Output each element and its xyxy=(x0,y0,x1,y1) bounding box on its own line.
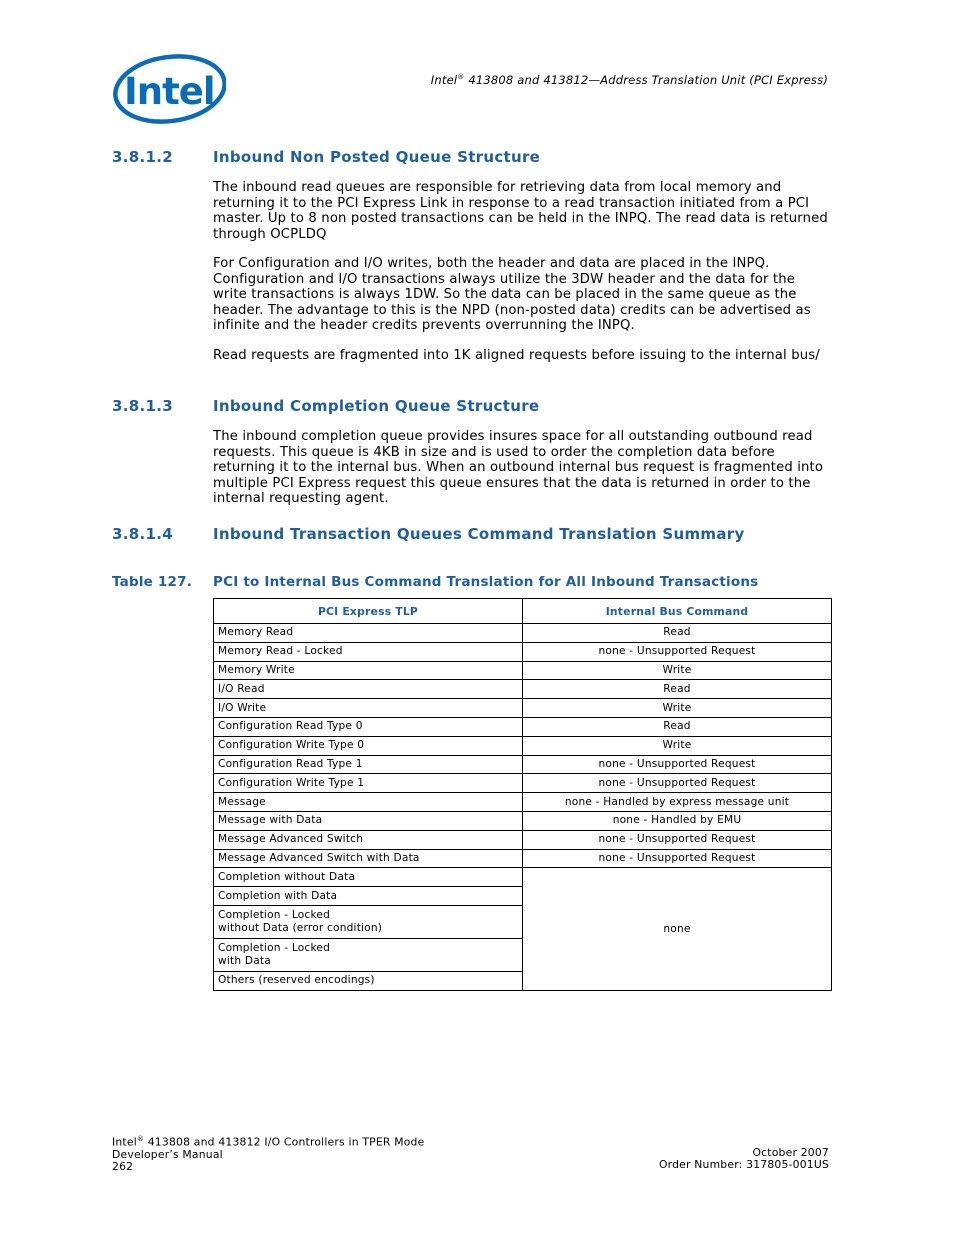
table-cell-merged: none xyxy=(523,868,832,990)
table-cell: Configuration Write Type 1 xyxy=(214,774,523,793)
table-cell: none - Handled by EMU xyxy=(523,811,832,830)
table-header-row xyxy=(214,599,832,624)
table-cell: Message Advanced Switch with Data xyxy=(214,849,523,868)
table-row xyxy=(214,642,832,661)
table-cell: Completion - Locked with Data xyxy=(214,938,523,971)
running-header: Intel® 413808 and 413812—Address Translation Unit (PCI Express) xyxy=(430,73,828,87)
command-translation-table xyxy=(213,598,832,991)
table-cell: Configuration Read Type 1 xyxy=(214,755,523,774)
table-row xyxy=(214,868,832,887)
table-row xyxy=(214,624,832,643)
column-header-bus-command: Internal Bus Command xyxy=(523,599,832,624)
table-cell: none - Unsupported Request xyxy=(523,849,832,868)
table-cell: Others (reserved encodings) xyxy=(214,971,523,990)
svg-text:Intel: Intel xyxy=(124,70,215,113)
table-cell: Read xyxy=(523,717,832,736)
table-cell: none - Unsupported Request xyxy=(523,830,832,849)
paragraph: For Configuration and I/O writes, both the header and data are placed in the INPQ. Configuration and I/O transactions always utilize the 3DW header and the data for the write transactions is always 1DW. So the data can be placed in the same queue as the header. The advantage to this is the NPD (non-posted data) credits can be advertised as infinite and the header credits prevents overrunning the INPQ. xyxy=(213,256,811,334)
page-number: 262 xyxy=(112,1159,134,1173)
table-row xyxy=(214,849,832,868)
footer-date: October 2007 xyxy=(752,1146,829,1159)
table-cell: none - Unsupported Request xyxy=(523,755,832,774)
paragraph: The inbound read queues are responsible for retrieving data from local memory and returning it to the PCI Express Link in response to a read transaction initiated from a PCI master. Up to 8 non posted transactions can be held in the INPQ. The read data is returned through OCPLDQ xyxy=(213,180,828,242)
table-row xyxy=(214,717,832,736)
table-cell: Message xyxy=(214,793,523,812)
intel-logo xyxy=(108,49,226,129)
table-cell: I/O Write xyxy=(214,699,523,718)
table-row xyxy=(214,699,832,718)
table-cell: Write xyxy=(523,661,832,680)
footer-order-number: Order Number: 317805-001US xyxy=(658,1158,829,1171)
table-cell: none - Unsupported Request xyxy=(523,642,832,661)
table-cell: Write xyxy=(523,736,832,755)
footer-manual: Developer’s Manual xyxy=(112,1147,223,1161)
table-cell: Write xyxy=(523,699,832,718)
table-cell: Message with Data xyxy=(214,811,523,830)
table-cell: Memory Read - Locked xyxy=(214,642,523,661)
table-row xyxy=(214,755,832,774)
paragraph: Read requests are fragmented into 1K aligned requests before issuing to the internal bus/ xyxy=(213,348,820,363)
table-cell: Memory Write xyxy=(214,661,523,680)
column-header-tlp: PCI Express TLP xyxy=(214,599,523,624)
table-cell: Read xyxy=(523,624,832,643)
table-row xyxy=(214,680,832,699)
table-cell: Message Advanced Switch xyxy=(214,830,523,849)
table-cell: Configuration Read Type 0 xyxy=(214,717,523,736)
table-cell: Completion - Locked without Data (error condition) xyxy=(214,905,523,938)
footer-product: Intel® 413808 and 413812 I/O Controllers in TPER Mode xyxy=(112,1135,425,1149)
table-cell: none - Handled by express message unit xyxy=(523,793,832,812)
table-cell: I/O Read xyxy=(214,680,523,699)
table-row xyxy=(214,774,832,793)
table-row xyxy=(214,811,832,830)
table-cell: Completion with Data xyxy=(214,887,523,906)
table-row xyxy=(214,661,832,680)
table-cell: Configuration Write Type 0 xyxy=(214,736,523,755)
table-row xyxy=(214,736,832,755)
section-heading-3-8-1-3: 3.8.1.3 Inbound Completion Queue Structure xyxy=(112,397,540,415)
table-caption: Table 127. PCI to Internal Bus Command Translation for All Inbound Transactions xyxy=(112,574,759,590)
section-heading-3-8-1-4: 3.8.1.4 Inbound Transaction Queues Command Translation Summary xyxy=(112,525,745,543)
paragraph: The inbound completion queue provides insures space for all outstanding outbound read requests. This queue is 4KB in size and is used to order the completion data before returning it to the internal bus. When an outbound internal bus request is fragmented into multiple PCI Express request this queue ensures that the data is returned in order to the internal requesting agent. xyxy=(213,429,824,507)
section-heading-3-8-1-2: 3.8.1.2 Inbound Non Posted Queue Structure xyxy=(112,148,541,166)
table-row xyxy=(214,830,832,849)
table-row xyxy=(214,793,832,812)
footer-right xyxy=(659,1147,829,1171)
table-cell: Read xyxy=(523,680,832,699)
footer-left xyxy=(112,1133,424,1173)
table-cell: Completion without Data xyxy=(214,868,523,887)
table-cell: none - Unsupported Request xyxy=(523,774,832,793)
table-cell: Memory Read xyxy=(214,624,523,643)
